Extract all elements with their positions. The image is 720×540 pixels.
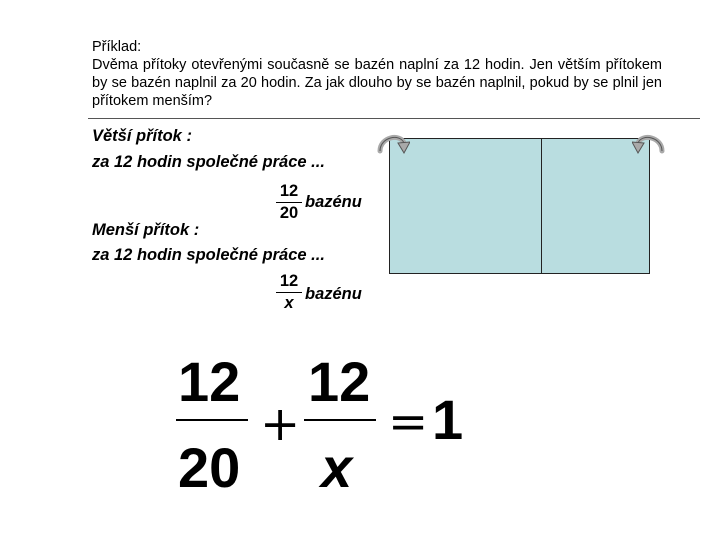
equation-plus: + bbox=[260, 396, 301, 452]
problem-heading: Příklad: bbox=[92, 39, 142, 55]
smaller-fraction-numerator: 12 bbox=[279, 272, 299, 290]
larger-inflow-fraction bbox=[276, 182, 302, 223]
smaller-fraction-bar bbox=[276, 292, 302, 293]
smaller-inflow-fraction bbox=[276, 272, 302, 313]
larger-fraction-numerator: 12 bbox=[279, 182, 299, 200]
equation-result: 1 bbox=[432, 388, 464, 451]
larger-inflow-line: za 12 hodin společné práce ... bbox=[92, 153, 325, 171]
equation-term1-bar bbox=[176, 419, 248, 421]
equation-term2-denominator: x bbox=[321, 436, 353, 499]
equation-equals: = bbox=[388, 394, 429, 450]
pool-drawing bbox=[389, 138, 650, 274]
larger-inflow-title: Větší přítok : bbox=[92, 127, 192, 145]
smaller-fraction-denominator: x bbox=[284, 294, 294, 312]
smaller-fraction-word: bazénu bbox=[305, 285, 362, 303]
equation-term1-numerator: 12 bbox=[178, 350, 241, 413]
curved-arrow-icon bbox=[376, 129, 410, 155]
larger-fraction-denominator: 20 bbox=[279, 204, 299, 222]
problem-text: Dvěma přítoky otevřenými současně se bazén naplní za 12 hodin. Jen větším přítokem by se bazén naplnil za 20 hodin. Za jak dlouho by se bazén naplnil, pokud by se plnil jen přítokem menším? bbox=[92, 57, 662, 109]
larger-fraction-word: bazénu bbox=[305, 193, 362, 211]
equation-term2-numerator: 12 bbox=[308, 350, 371, 413]
pool-divider bbox=[541, 139, 542, 273]
smaller-inflow-title: Menší přítok : bbox=[92, 221, 200, 239]
equation-term1-denominator: 20 bbox=[178, 436, 241, 499]
problem-statement bbox=[92, 38, 662, 110]
equation-term2-bar bbox=[304, 419, 376, 421]
larger-fraction-bar bbox=[276, 202, 302, 203]
smaller-inflow-line: za 12 hodin společné práce ... bbox=[92, 246, 325, 264]
curved-arrow-icon bbox=[632, 129, 666, 155]
divider-line bbox=[88, 118, 700, 119]
